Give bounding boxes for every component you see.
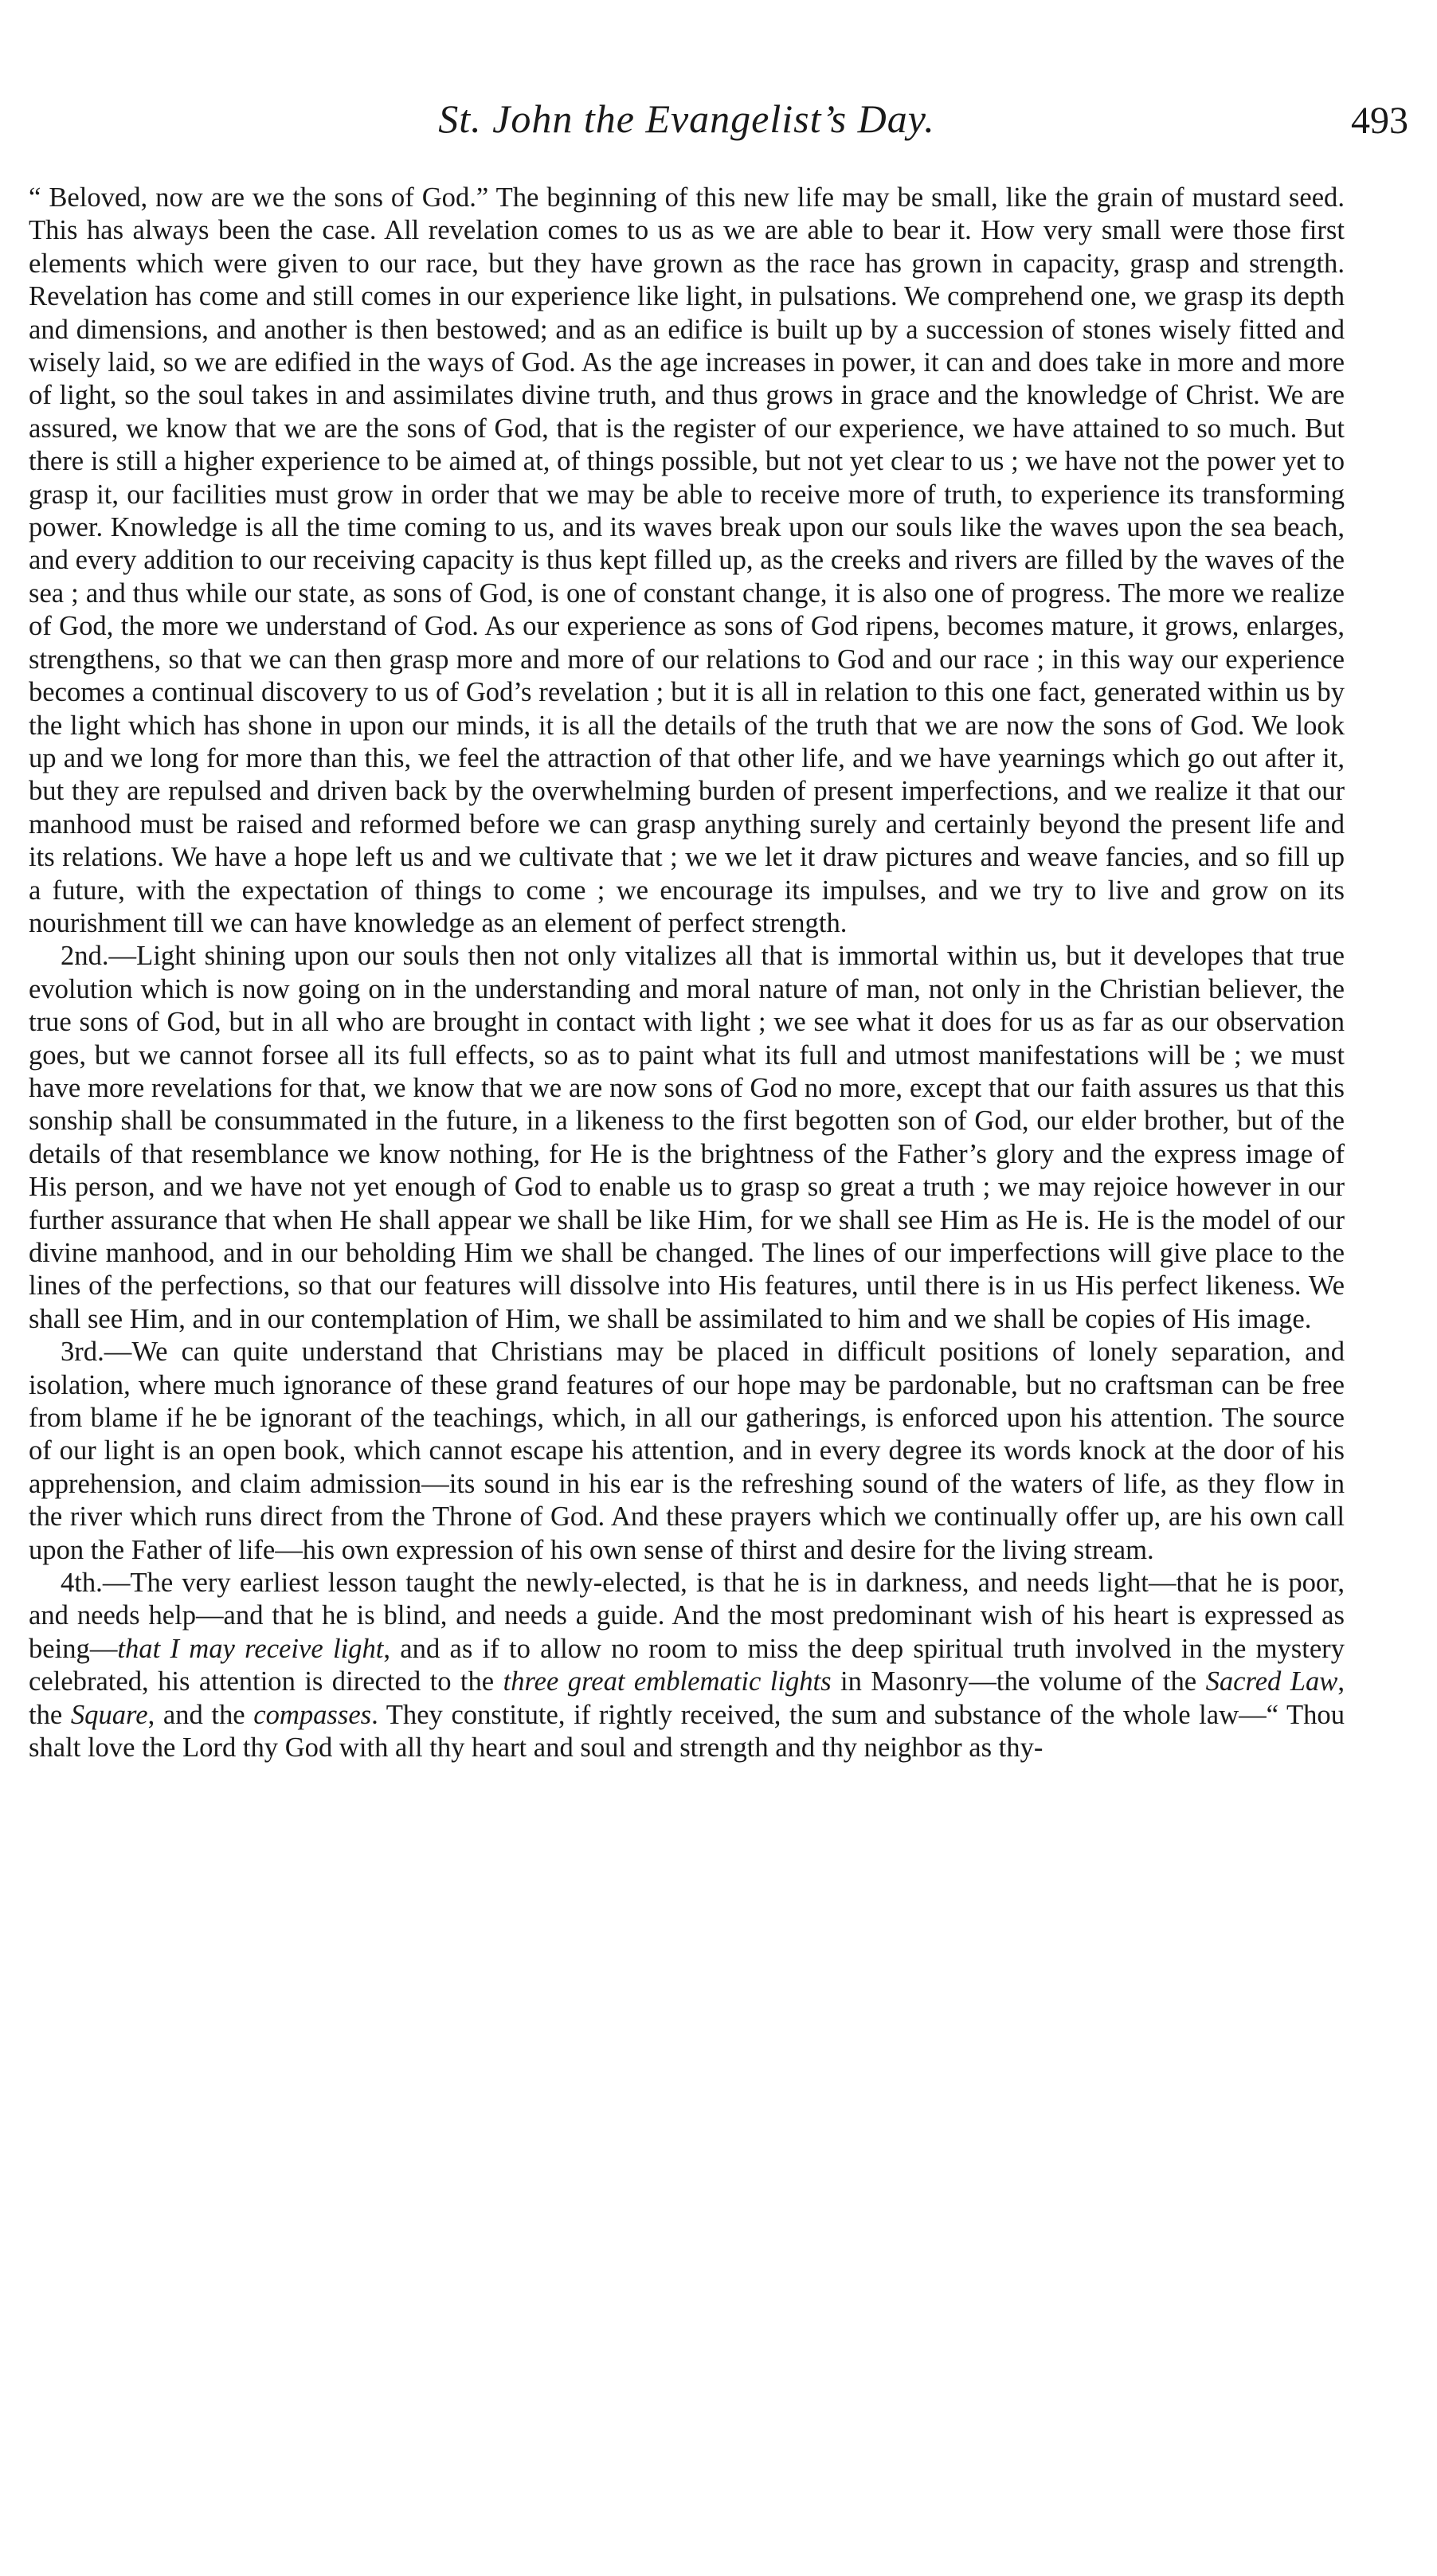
text-segment: “ Beloved, now are we the sons of God.” The beginning of this new life may be small, like the grain of mustard seed. This has always been the case. All revelation comes to us as we are able to bear it. How very small were those first elements which were given to our race, but they have grown as the race has grown in capacity, grasp and strength. Revelation has come and still comes in our experience like light, in pulsations. We comprehend one, we grasp its depth and dimensions, and another is then bestowed; and as an edifice is built up by a succession of stones wisely fitted and wisely laid, so we are edified in the ways of God. As the age increases in power, it can and does take in more and more of light, so the soul takes in and assimilates divine truth, and thus grows in grace and the knowledge of Christ. We are assured, we know that we are the sons of God, that is the register of our experience, we have attained to so much. But there is still a higher experience to be aimed at, of things possible, but not yet clear to us ; we have not the power yet to grasp it, our facilities must grow in order that we may be able to receive more of truth, to experience its transforming power. Knowledge is all the time coming to us, and its waves break upon our souls like the waves upon the sea beach, and every addition to our receiving capacity is thus kept filled up, as the creeks and rivers are filled by the waves of the sea ; and thus while our state, as sons of God, is one of constant change, it is also one of progress. The more we realize of God, the more we understand of God. As our experience as sons of God ripens, becomes mature, it grows, enlarges, strengthens, so that we can then grasp more and more of our relations to God and our race ; in this way our experience becomes a continual discovery to us of God’s revelation ; but it is all in relation to this one fact, generated within us by the light which has shone in upon our minds, it is all the details of the truth that we are now the sons of God. We look up and we long for more than this, we feel the attraction of that other life, and we have yearnings which go out after it, but they are repulsed and driven back by the overwhelming burden of present imperfections, and we realize it that our manhood must be raised and reformed before we can grasp anything surely and certainly beyond the present life and its relations. We have a hope left us and we cultivate that ; we we let it draw pictures and weave fancies, and so fill up a future, with the expectation of things to come ; we encourage its impulses, and we try to live and grow on its nourishment till we can have knowledge as an element of perfect strength. <box>29 182 1345 938</box>
paragraph-4 <box>29 1567 1345 1764</box>
body-text <box>29 182 1345 1765</box>
text-segment: 2nd.—Light shining upon our souls then not only vitalizes all that is immortal within us, but it developes that true evolution which is now going on in the understanding and moral nature of man, not only in the Christian believer, the true sons of God, but in all who are brought in contact with light ; we see what it does for us as far as our observation goes, but we cannot forsee all its full effects, so as to paint what its full and utmost manifestations will be ; we must have more revelations for that, we know that we are now sons of God no more, except that our faith assures us that this sonship shall be consummated in the future, in a likeness to the first begotten son of God, our elder brother, but of the details of that resemblance we know nothing, for He is the brightness of the Father’s glory and the express image of His person, and we have not yet enough of God to enable us to grasp so great a truth ; we may rejoice however in our further assurance that when He shall appear we shall be like Him, for we shall see Him as He is. He is the model of our divine manhood, and in our beholding Him we shall be changed. The lines of our imperfections will give place to the lines of the perfections, so that our features will dissolve into His features, until there is in us His perfect likeness. We shall see Him, and in our contemplation of Him, we shall be assimilated to him and we shall be copies of His image. <box>29 941 1345 1334</box>
page-header <box>29 96 1408 167</box>
paragraph-1 <box>29 182 1345 940</box>
italic-phrase: Sacred Law <box>1205 1666 1338 1697</box>
italic-phrase: that I may receive light <box>117 1633 384 1664</box>
text-segment: . They constitute, if rightly received, the sum and substance of the whole law—“ Thou shalt love the Lord thy God with all thy heart and soul and strength and thy neighbor as thy- <box>29 1699 1345 1764</box>
running-title: St. John the Evangelist’s Day. <box>438 96 935 141</box>
text-segment: in Masonry—the volume of the <box>831 1666 1206 1697</box>
text-segment: , and the <box>147 1699 254 1730</box>
book-page <box>29 96 1408 1765</box>
text-segment: , and as if to allow no room to miss the deep spiritual truth involved in the mystery celebrated, his attention is directed to the <box>29 1633 1345 1697</box>
page-number: 493 <box>1351 100 1408 142</box>
text-segment: 4th.—The very earliest lesson taught the newly-elected, is that he is in darkness, and needs light—that he is poor, and needs help—and that he is blind, and needs a guide. And the most predominant wish of his heart is expressed as being— <box>29 1568 1345 1664</box>
text-segment: 3rd.—We can quite understand that Christians may be placed in difficult positions of lonely separation, and isolation, where much ignorance of these grand features of our hope may be pardonable, but no craftsman can be free from blame if he be ignorant of the teachings, which, in all our gatherings, is enforced upon his attention. The source of our light is an open book, which cannot escape his attention, and in every degree its words knock at the door of his apprehension, and claim admission—its sound in his ear is the refreshing sound of the waters of life, as they flow in the river which runs direct from the Throne of God. And these prayers which we continually offer up, are his own call upon the Father of life—his own expression of his own sense of thirst and desire for the living stream. <box>29 1337 1345 1565</box>
paragraph-3 <box>29 1336 1345 1567</box>
italic-phrase: three great emblematic lights <box>503 1666 832 1697</box>
italic-phrase: compasses <box>253 1699 372 1730</box>
paragraph-2 <box>29 940 1345 1336</box>
text-segment: , the <box>29 1666 1345 1730</box>
italic-phrase: Square <box>70 1699 148 1730</box>
